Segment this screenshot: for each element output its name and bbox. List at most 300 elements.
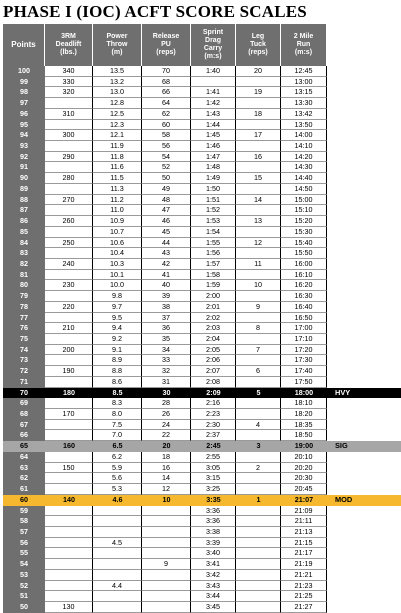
sprint-drag-carry-cell: 2:09	[206, 387, 221, 397]
points-cell: 66	[3, 430, 45, 441]
deadlift-cell	[45, 430, 93, 441]
deadlift-cell: 150	[45, 463, 93, 474]
power-throw-cell	[93, 506, 142, 517]
sprint-drag-carry-cell: 1:56	[191, 248, 236, 259]
deadlift-cell	[45, 248, 93, 259]
deadlift-cell	[45, 484, 93, 495]
leg-tuck-cell	[236, 162, 281, 173]
deadlift-cell	[45, 227, 93, 238]
deadlift-cell	[45, 313, 93, 324]
points-cell: 59	[3, 506, 45, 517]
deadlift-cell: 140	[63, 494, 75, 504]
leg-tuck-cell	[236, 291, 281, 302]
release-pu-cell: 33	[142, 355, 191, 366]
table-row	[3, 195, 401, 206]
deadlift-cell	[45, 355, 93, 366]
release-pu-cell: 46	[142, 216, 191, 227]
points-cell: 71	[3, 377, 45, 388]
points-cell: 56	[3, 538, 45, 549]
sprint-drag-carry-cell: 1:52	[191, 205, 236, 216]
two-mile-run-cell: 21:07	[294, 494, 314, 504]
sprint-drag-carry-cell: 3:44	[191, 591, 236, 602]
sprint-drag-carry-cell: 1:49	[191, 173, 236, 184]
two-mile-run-cell: 18:35	[281, 420, 327, 431]
sprint-drag-carry-cell: 1:47	[191, 152, 236, 163]
table-row	[3, 291, 401, 302]
power-throw-cell	[93, 602, 142, 613]
points-cell: 61	[3, 484, 45, 495]
leg-tuck-cell: 6	[236, 366, 281, 377]
points-cell: 97	[3, 98, 45, 109]
release-pu-cell: 50	[142, 173, 191, 184]
release-pu-cell: 9	[142, 559, 191, 570]
table-row	[3, 495, 401, 506]
deadlift-cell: 160	[63, 441, 75, 451]
table-row	[3, 484, 401, 495]
leg-tuck-cell	[236, 184, 281, 195]
points-cell: 91	[3, 162, 45, 173]
leg-tuck-cell: 3	[256, 441, 261, 451]
leg-tuck-cell: 2	[236, 463, 281, 474]
points-cell: 52	[3, 581, 45, 592]
leg-tuck-cell	[236, 602, 281, 613]
category-tag: SIG	[335, 441, 348, 451]
sprint-drag-carry-cell: 3:39	[191, 538, 236, 549]
sprint-drag-carry-cell: 1:43	[191, 109, 236, 120]
leg-tuck-cell: 15	[236, 173, 281, 184]
points-cell: 73	[3, 355, 45, 366]
table-row	[3, 238, 401, 249]
table-row	[3, 388, 401, 399]
power-throw-cell: 8.5	[112, 387, 123, 397]
deadlift-cell	[45, 452, 93, 463]
power-throw-cell	[93, 591, 142, 602]
release-pu-cell: 42	[142, 259, 191, 270]
leg-tuck-cell	[236, 548, 281, 559]
table-row	[3, 430, 401, 441]
points-cell: 68	[3, 409, 45, 420]
table-row	[3, 259, 401, 270]
two-mile-run-cell: 15:00	[281, 195, 327, 206]
deadlift-cell: 320	[45, 87, 93, 98]
power-throw-cell: 8.6	[93, 377, 142, 388]
sprint-drag-carry-cell: 2:16	[191, 398, 236, 409]
table-row	[3, 334, 401, 345]
power-throw-cell: 9.7	[93, 302, 142, 313]
sprint-drag-carry-cell: 2:55	[191, 452, 236, 463]
points-cell: 87	[3, 205, 45, 216]
deadlift-cell	[45, 377, 93, 388]
deadlift-cell	[45, 581, 93, 592]
two-mile-run-cell: 21:19	[281, 559, 327, 570]
leg-tuck-cell	[236, 398, 281, 409]
table-row	[3, 398, 401, 409]
two-mile-run-cell: 13:30	[281, 98, 327, 109]
deadlift-cell: 240	[45, 259, 93, 270]
power-throw-cell	[93, 570, 142, 581]
table-row	[3, 527, 401, 538]
sprint-drag-carry-cell: 3:38	[191, 527, 236, 538]
leg-tuck-cell: 14	[236, 195, 281, 206]
points-cell: 93	[3, 141, 45, 152]
release-pu-cell: 30	[162, 387, 171, 397]
table-row	[3, 559, 401, 570]
sprint-drag-carry-cell: 2:23	[191, 409, 236, 420]
sprint-drag-carry-cell: 2:02	[191, 313, 236, 324]
deadlift-cell	[45, 291, 93, 302]
deadlift-cell: 330	[45, 77, 93, 88]
header-release-pu: Release PU (reps)	[142, 24, 191, 66]
power-throw-cell: 12.5	[93, 109, 142, 120]
release-pu-cell	[142, 516, 191, 527]
two-mile-run-cell: 16:20	[281, 280, 327, 291]
leg-tuck-cell	[236, 473, 281, 484]
deadlift-cell: 180	[63, 387, 75, 397]
table-row	[3, 227, 401, 238]
two-mile-run-cell: 16:30	[281, 291, 327, 302]
power-throw-cell: 4.5	[93, 538, 142, 549]
two-mile-run-cell: 17:30	[281, 355, 327, 366]
power-throw-cell: 5.9	[93, 463, 142, 474]
release-pu-cell: 26	[142, 409, 191, 420]
points-cell: 51	[3, 591, 45, 602]
table-row	[3, 506, 401, 517]
sprint-drag-carry-cell: 2:08	[191, 377, 236, 388]
sprint-drag-carry-cell: 3:35	[206, 494, 221, 504]
release-pu-cell: 41	[142, 270, 191, 281]
table-row	[3, 162, 401, 173]
points-cell: 94	[3, 130, 45, 141]
sprint-drag-carry-cell: 1:45	[191, 130, 236, 141]
deadlift-cell: 310	[45, 109, 93, 120]
power-throw-cell: 11.5	[93, 173, 142, 184]
two-mile-run-cell: 21:17	[281, 548, 327, 559]
power-throw-cell	[93, 516, 142, 527]
table-row	[3, 345, 401, 356]
two-mile-run-cell: 18:20	[281, 409, 327, 420]
sprint-drag-carry-cell: 3:43	[191, 581, 236, 592]
header-sprint-drag-carry: Sprint Drag Carry (m:s)	[191, 24, 236, 66]
sprint-drag-carry-cell	[191, 77, 236, 88]
power-throw-cell: 9.5	[93, 313, 142, 324]
power-throw-cell	[93, 527, 142, 538]
deadlift-cell: 290	[45, 152, 93, 163]
leg-tuck-cell	[236, 570, 281, 581]
release-pu-cell: 58	[142, 130, 191, 141]
deadlift-cell	[45, 162, 93, 173]
deadlift-cell	[45, 516, 93, 527]
leg-tuck-cell: 4	[236, 420, 281, 431]
leg-tuck-cell	[236, 77, 281, 88]
sprint-drag-carry-cell: 2:45	[206, 441, 221, 451]
power-throw-cell: 10.7	[93, 227, 142, 238]
release-pu-cell: 16	[142, 463, 191, 474]
two-mile-run-cell: 16:50	[281, 313, 327, 324]
release-pu-cell: 20	[162, 441, 171, 451]
table-row	[3, 173, 401, 184]
points-cell: 65	[3, 441, 45, 452]
power-throw-cell: 9.4	[93, 323, 142, 334]
table-row	[3, 205, 401, 216]
leg-tuck-cell: 13	[236, 216, 281, 227]
power-throw-cell: 4.4	[93, 581, 142, 592]
table-row	[3, 184, 401, 195]
table-row	[3, 548, 401, 559]
points-cell: 57	[3, 527, 45, 538]
sprint-drag-carry-cell: 2:06	[191, 355, 236, 366]
deadlift-cell: 210	[45, 323, 93, 334]
sprint-drag-carry-cell: 1:41	[191, 87, 236, 98]
release-pu-cell	[142, 548, 191, 559]
power-throw-cell: 7.5	[93, 420, 142, 431]
leg-tuck-cell	[236, 270, 281, 281]
two-mile-run-cell: 20:10	[281, 452, 327, 463]
table-header	[3, 24, 401, 66]
points-cell: 50	[3, 602, 45, 613]
leg-tuck-cell: 7	[236, 345, 281, 356]
two-mile-run-cell: 15:30	[281, 227, 327, 238]
two-mile-run-cell: 21:15	[281, 538, 327, 549]
table-row	[3, 120, 401, 131]
leg-tuck-cell: 9	[236, 302, 281, 313]
table-row	[3, 441, 401, 452]
leg-tuck-cell	[236, 377, 281, 388]
leg-tuck-cell	[236, 355, 281, 366]
points-cell: 98	[3, 87, 45, 98]
power-throw-cell: 6.5	[112, 441, 123, 451]
sprint-drag-carry-cell: 1:59	[191, 280, 236, 291]
deadlift-cell	[45, 120, 93, 131]
power-throw-cell: 10.1	[93, 270, 142, 281]
sprint-drag-carry-cell: 1:48	[191, 162, 236, 173]
deadlift-cell	[45, 141, 93, 152]
two-mile-run-cell: 16:00	[281, 259, 327, 270]
deadlift-cell: 270	[45, 195, 93, 206]
table-row	[3, 152, 401, 163]
points-cell: 54	[3, 559, 45, 570]
deadlift-cell: 250	[45, 238, 93, 249]
release-pu-cell	[142, 602, 191, 613]
release-pu-cell: 70	[142, 66, 191, 77]
two-mile-run-cell: 21:25	[281, 591, 327, 602]
power-throw-cell: 11.6	[93, 162, 142, 173]
two-mile-run-cell: 18:00	[294, 387, 314, 397]
power-throw-cell: 7.0	[93, 430, 142, 441]
release-pu-cell: 38	[142, 302, 191, 313]
points-cell: 58	[3, 516, 45, 527]
deadlift-cell	[45, 473, 93, 484]
deadlift-cell	[45, 205, 93, 216]
table-row	[3, 248, 401, 259]
two-mile-run-cell: 17:50	[281, 377, 327, 388]
leg-tuck-cell	[236, 120, 281, 131]
power-throw-cell: 5.6	[93, 473, 142, 484]
release-pu-cell: 40	[142, 280, 191, 291]
sprint-drag-carry-cell: 2:03	[191, 323, 236, 334]
two-mile-run-cell: 21:09	[281, 506, 327, 517]
sprint-drag-carry-cell: 2:30	[191, 420, 236, 431]
deadlift-cell	[45, 98, 93, 109]
header-two-mile-run: 2 Mile Run (m:s)	[281, 24, 327, 66]
deadlift-cell: 200	[45, 345, 93, 356]
release-pu-cell: 35	[142, 334, 191, 345]
two-mile-run-cell: 20:30	[281, 473, 327, 484]
sprint-drag-carry-cell: 3:36	[191, 506, 236, 517]
sprint-drag-carry-cell: 1:58	[191, 270, 236, 281]
leg-tuck-cell: 8	[236, 323, 281, 334]
table-row	[3, 570, 401, 581]
points-cell: 77	[3, 313, 45, 324]
two-mile-run-cell: 20:45	[281, 484, 327, 495]
page-title: PHASE I (IOC) ACFT SCORE SCALES	[3, 2, 307, 21]
leg-tuck-cell: 19	[236, 87, 281, 98]
release-pu-cell: 60	[142, 120, 191, 131]
table-row	[3, 420, 401, 431]
points-cell: 89	[3, 184, 45, 195]
points-cell: 92	[3, 152, 45, 163]
release-pu-cell: 44	[142, 238, 191, 249]
table-row	[3, 463, 401, 474]
table-row	[3, 87, 401, 98]
release-pu-cell	[142, 581, 191, 592]
two-mile-run-cell: 14:20	[281, 152, 327, 163]
release-pu-cell	[142, 538, 191, 549]
table-row	[3, 66, 401, 77]
two-mile-run-cell: 16:10	[281, 270, 327, 281]
table-row	[3, 130, 401, 141]
score-table	[3, 24, 401, 611]
points-cell: 53	[3, 570, 45, 581]
power-throw-cell: 11.3	[93, 184, 142, 195]
sprint-drag-carry-cell: 1:55	[191, 238, 236, 249]
leg-tuck-cell	[236, 205, 281, 216]
points-cell: 75	[3, 334, 45, 345]
sprint-drag-carry-cell: 2:37	[191, 430, 236, 441]
sprint-drag-carry-cell: 1:42	[191, 98, 236, 109]
release-pu-cell: 52	[142, 162, 191, 173]
release-pu-cell: 10	[162, 494, 171, 504]
leg-tuck-cell	[236, 248, 281, 259]
table-row	[3, 323, 401, 334]
points-cell: 88	[3, 195, 45, 206]
table-row	[3, 216, 401, 227]
leg-tuck-cell: 12	[236, 238, 281, 249]
sprint-drag-carry-cell: 3:25	[191, 484, 236, 495]
table-row	[3, 452, 401, 463]
points-cell: 85	[3, 227, 45, 238]
deadlift-cell	[45, 538, 93, 549]
power-throw-cell: 8.0	[93, 409, 142, 420]
power-throw-cell: 9.1	[93, 345, 142, 356]
deadlift-cell	[45, 334, 93, 345]
points-cell: 81	[3, 270, 45, 281]
release-pu-cell: 28	[142, 398, 191, 409]
power-throw-cell: 10.4	[93, 248, 142, 259]
table-row	[3, 355, 401, 366]
deadlift-cell: 300	[45, 130, 93, 141]
release-pu-cell: 45	[142, 227, 191, 238]
two-mile-run-cell: 15:40	[281, 238, 327, 249]
release-pu-cell: 49	[142, 184, 191, 195]
points-cell: 86	[3, 216, 45, 227]
sprint-drag-carry-cell: 2:07	[191, 366, 236, 377]
table-row	[3, 473, 401, 484]
release-pu-cell: 12	[142, 484, 191, 495]
two-mile-run-cell: 17:00	[281, 323, 327, 334]
deadlift-cell	[45, 559, 93, 570]
leg-tuck-cell	[236, 591, 281, 602]
points-cell: 78	[3, 302, 45, 313]
table-row	[3, 77, 401, 88]
points-cell: 74	[3, 345, 45, 356]
power-throw-cell: 13.2	[93, 77, 142, 88]
sprint-drag-carry-cell: 1:46	[191, 141, 236, 152]
leg-tuck-cell	[236, 538, 281, 549]
release-pu-cell	[142, 506, 191, 517]
two-mile-run-cell: 13:00	[281, 77, 327, 88]
table-row	[3, 141, 401, 152]
two-mile-run-cell: 14:10	[281, 141, 327, 152]
deadlift-cell	[45, 184, 93, 195]
release-pu-cell: 18	[142, 452, 191, 463]
deadlift-cell	[45, 527, 93, 538]
two-mile-run-cell: 20:20	[281, 463, 327, 474]
two-mile-run-cell: 15:20	[281, 216, 327, 227]
header-points: Points	[3, 24, 45, 66]
table-row	[3, 377, 401, 388]
leg-tuck-cell	[236, 527, 281, 538]
two-mile-run-cell: 21:13	[281, 527, 327, 538]
two-mile-run-cell: 13:15	[281, 87, 327, 98]
two-mile-run-cell: 16:40	[281, 302, 327, 313]
points-cell: 83	[3, 248, 45, 259]
points-cell: 95	[3, 120, 45, 131]
sprint-drag-carry-cell: 3:41	[191, 559, 236, 570]
header-leg-tuck: Leg Tuck (reps)	[236, 24, 281, 66]
power-throw-cell: 8.9	[93, 355, 142, 366]
deadlift-cell	[45, 270, 93, 281]
two-mile-run-cell: 14:40	[281, 173, 327, 184]
power-throw-cell: 10.9	[93, 216, 142, 227]
sprint-drag-carry-cell: 2:01	[191, 302, 236, 313]
release-pu-cell: 31	[142, 377, 191, 388]
points-cell: 100	[3, 66, 45, 77]
sprint-drag-carry-cell: 1:50	[191, 184, 236, 195]
points-cell: 72	[3, 366, 45, 377]
table-row	[3, 538, 401, 549]
leg-tuck-cell: 5	[256, 387, 261, 397]
category-tag: MOD	[335, 494, 353, 504]
table-row	[3, 591, 401, 602]
two-mile-run-cell: 19:00	[294, 441, 314, 451]
two-mile-run-cell: 17:10	[281, 334, 327, 345]
two-mile-run-cell: 14:50	[281, 184, 327, 195]
two-mile-run-cell: 21:11	[281, 516, 327, 527]
release-pu-cell	[142, 527, 191, 538]
sprint-drag-carry-cell: 1:57	[191, 259, 236, 270]
points-cell: 55	[3, 548, 45, 559]
leg-tuck-cell	[236, 141, 281, 152]
points-cell: 62	[3, 473, 45, 484]
leg-tuck-cell: 11	[236, 259, 281, 270]
two-mile-run-cell: 18:50	[281, 430, 327, 441]
points-cell: 99	[3, 77, 45, 88]
leg-tuck-cell: 10	[236, 280, 281, 291]
sprint-drag-carry-cell: 1:51	[191, 195, 236, 206]
release-pu-cell: 37	[142, 313, 191, 324]
power-throw-cell: 12.3	[93, 120, 142, 131]
table-row	[3, 98, 401, 109]
